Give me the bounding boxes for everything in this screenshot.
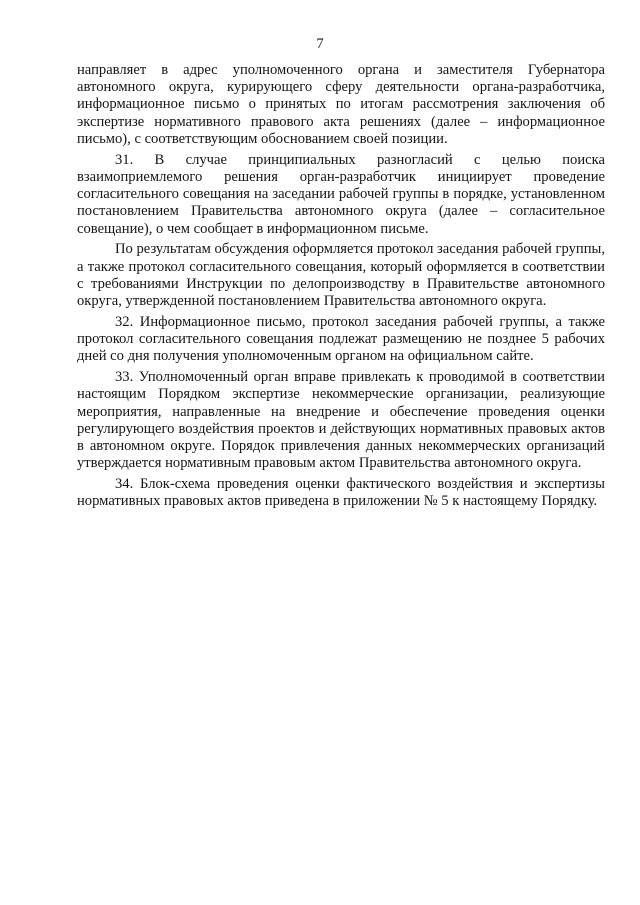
paragraph-continuation: направляет в адрес уполномоченного органа и заместителя Губернатора автономного округа, курирующего сферу деятельности органа-разработчика, информационное письмо о принятых по итогам рассмотрения заключения об экспертизе нормативного правового акта решениях (далее – информационное письмо), с соответствующим обоснованием своей позиции. [77, 62, 605, 147]
page-number: 7 [316, 36, 324, 52]
document-body [77, 62, 605, 511]
paragraph-item-31-protocol: По результатам обсуждения оформляется протокол заседания рабочей группы, а также протокол согласительного совещания, который оформляется в соответствии с требованиями Инструкции по делопроизводству в Правительстве автономного округа, утвержденной постановлением Правительства автономного округа. [77, 241, 605, 310]
paragraph-item-32: 32. Информационное письмо, протокол заседания рабочей группы, а также протокол согласительного совещания подлежат размещению не позднее 5 рабочих дней со дня получения уполномоченным органом на официальном сайте. [77, 313, 605, 365]
paragraph-item-34: 34. Блок-схема проведения оценки фактического воздействия и экспертизы нормативных правовых актов приведена в приложении № 5 к настоящему Порядку. [77, 476, 605, 510]
paragraph-item-31: 31. В случае принципиальных разногласий с целью поиска взаимоприемлемого решения орган-разработчик инициирует проведение согласительного совещания на заседании рабочей группы в порядке, установленном постановлением Правительства автономного округа (далее – согласительное совещание), о чем сообщает в информационном письме. [77, 151, 605, 237]
paragraph-item-33: 33. Уполномоченный орган вправе привлекать к проводимой в соответствии настоящим Порядком экспертизе некоммерческие организации, реализующие мероприятия, направленные на внедрение и обеспечение проведения оценки регулирующего воздействия проектов и действующих нормативных правовых актов в автономном округе. Порядок привлечения данных некоммерческих организаций утверждается нормативным правовым актом Правительства автономного округа. [77, 369, 605, 472]
